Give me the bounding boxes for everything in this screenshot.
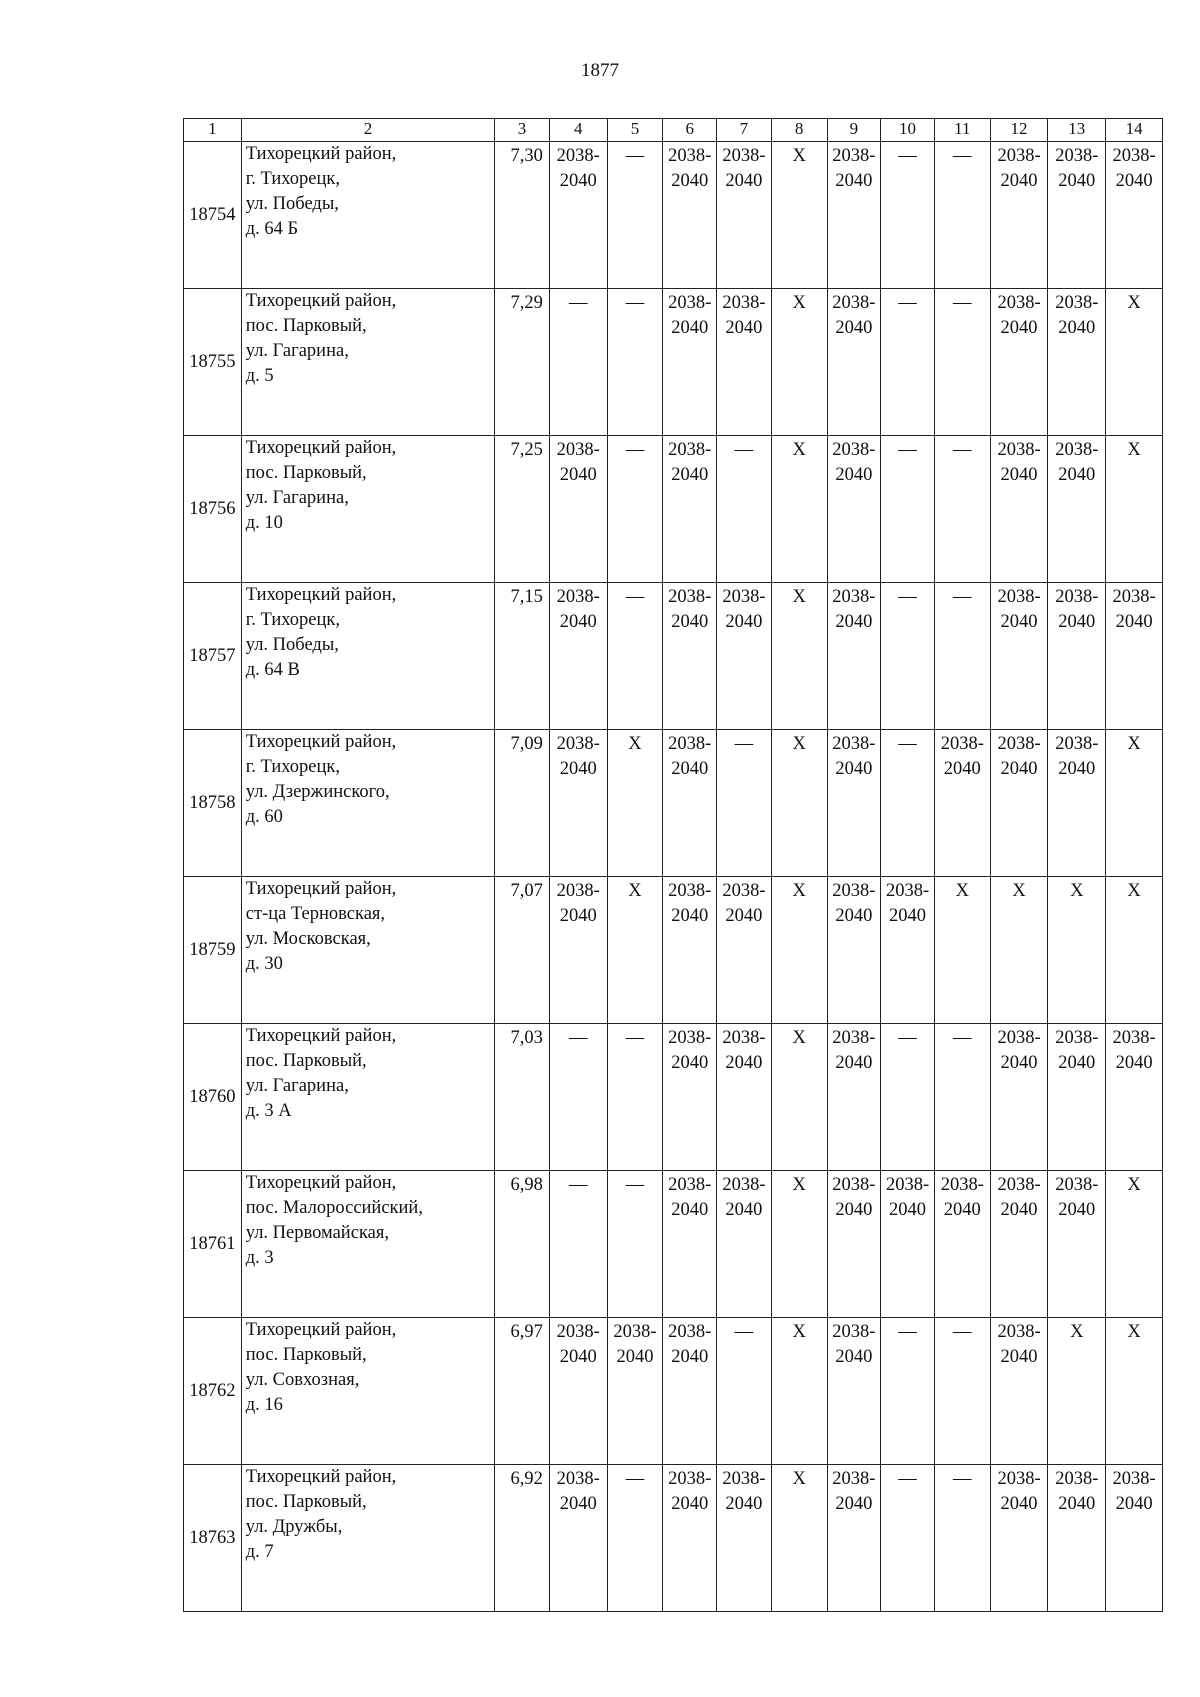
row-cell-col-7: 2038- 2040 bbox=[717, 142, 772, 289]
row-cell-col-10: 2038- 2040 bbox=[881, 877, 935, 1024]
row-cell-col-14: 2038- 2040 bbox=[1106, 583, 1163, 730]
row-cell-col-12: 2038- 2040 bbox=[990, 583, 1048, 730]
row-cell-col-13: 2038- 2040 bbox=[1048, 142, 1106, 289]
column-header-4: 4 bbox=[549, 119, 607, 142]
row-cell-col-9: 2038- 2040 bbox=[827, 436, 881, 583]
row-cell-col-14: Х bbox=[1106, 730, 1163, 877]
row-cell-col-4: 2038- 2040 bbox=[549, 1318, 607, 1465]
row-address: Тихорецкий район, г. Тихорецк, ул. Победы, д. 64 В bbox=[241, 583, 494, 730]
row-id: 18756 bbox=[184, 436, 242, 583]
row-cell-col-10: — bbox=[881, 142, 935, 289]
row-cell-col-9: 2038- 2040 bbox=[827, 1465, 881, 1612]
row-cell-col-6: 2038- 2040 bbox=[663, 436, 717, 583]
row-cell-col-14: 2038- 2040 bbox=[1106, 1024, 1163, 1171]
row-cell-col-7: — bbox=[717, 436, 772, 583]
row-value: 7,07 bbox=[495, 877, 550, 1024]
row-cell-col-14: Х bbox=[1106, 877, 1163, 1024]
row-cell-col-5: — bbox=[607, 583, 663, 730]
row-cell-col-11: 2038- 2040 bbox=[934, 1171, 990, 1318]
table-row bbox=[184, 1465, 1163, 1612]
row-cell-col-13: Х bbox=[1048, 1318, 1106, 1465]
row-cell-col-4: 2038- 2040 bbox=[549, 583, 607, 730]
row-cell-col-8: Х bbox=[771, 583, 827, 730]
row-value: 6,98 bbox=[495, 1171, 550, 1318]
row-cell-col-11: — bbox=[934, 142, 990, 289]
row-cell-col-14: Х bbox=[1106, 1318, 1163, 1465]
row-id: 18762 bbox=[184, 1318, 242, 1465]
row-cell-col-7: 2038- 2040 bbox=[717, 1465, 772, 1612]
row-cell-col-9: 2038- 2040 bbox=[827, 289, 881, 436]
row-cell-col-13: 2038- 2040 bbox=[1048, 583, 1106, 730]
row-cell-col-11: Х bbox=[934, 877, 990, 1024]
column-header-1: 1 bbox=[184, 119, 242, 142]
row-cell-col-8: Х bbox=[771, 877, 827, 1024]
row-cell-col-7: 2038- 2040 bbox=[717, 289, 772, 436]
row-cell-col-8: Х bbox=[771, 1171, 827, 1318]
row-cell-col-13: 2038- 2040 bbox=[1048, 1465, 1106, 1612]
column-header-14: 14 bbox=[1106, 119, 1163, 142]
row-cell-col-10: — bbox=[881, 1318, 935, 1465]
column-header-12: 12 bbox=[990, 119, 1048, 142]
row-cell-col-6: 2038- 2040 bbox=[663, 142, 717, 289]
row-cell-col-7: 2038- 2040 bbox=[717, 583, 772, 730]
row-value: 7,15 bbox=[495, 583, 550, 730]
row-cell-col-9: 2038- 2040 bbox=[827, 1171, 881, 1318]
row-cell-col-9: 2038- 2040 bbox=[827, 1024, 881, 1171]
row-cell-col-12: 2038- 2040 bbox=[990, 436, 1048, 583]
row-value: 7,29 bbox=[495, 289, 550, 436]
table-row bbox=[184, 1171, 1163, 1318]
row-cell-col-10: — bbox=[881, 289, 935, 436]
row-cell-col-11: — bbox=[934, 1318, 990, 1465]
row-cell-col-4: 2038- 2040 bbox=[549, 142, 607, 289]
table-row bbox=[184, 583, 1163, 730]
row-cell-col-13: 2038- 2040 bbox=[1048, 1024, 1106, 1171]
row-cell-col-4: — bbox=[549, 1171, 607, 1318]
row-cell-col-4: 2038- 2040 bbox=[549, 877, 607, 1024]
row-cell-col-7: — bbox=[717, 730, 772, 877]
table-row bbox=[184, 289, 1163, 436]
row-address: Тихорецкий район, г. Тихорецк, ул. Победы, д. 64 Б bbox=[241, 142, 494, 289]
row-cell-col-7: 2038- 2040 bbox=[717, 877, 772, 1024]
table-row bbox=[184, 142, 1163, 289]
row-id: 18755 bbox=[184, 289, 242, 436]
row-value: 7,03 bbox=[495, 1024, 550, 1171]
row-cell-col-5: — bbox=[607, 436, 663, 583]
row-cell-col-14: Х bbox=[1106, 436, 1163, 583]
row-cell-col-11: — bbox=[934, 436, 990, 583]
row-cell-col-7: 2038- 2040 bbox=[717, 1171, 772, 1318]
column-header-2: 2 bbox=[241, 119, 494, 142]
row-cell-col-9: 2038- 2040 bbox=[827, 730, 881, 877]
row-cell-col-9: 2038- 2040 bbox=[827, 1318, 881, 1465]
row-cell-col-14: Х bbox=[1106, 289, 1163, 436]
row-cell-col-5: — bbox=[607, 289, 663, 436]
table-body bbox=[184, 119, 1163, 1612]
row-cell-col-6: 2038- 2040 bbox=[663, 877, 717, 1024]
row-cell-col-13: Х bbox=[1048, 877, 1106, 1024]
row-cell-col-5: — bbox=[607, 1465, 663, 1612]
row-cell-col-11: 2038- 2040 bbox=[934, 730, 990, 877]
header-row bbox=[184, 119, 1163, 142]
column-header-5: 5 bbox=[607, 119, 663, 142]
row-value: 6,97 bbox=[495, 1318, 550, 1465]
data-table bbox=[183, 118, 1163, 1612]
row-address: Тихорецкий район, пос. Парковый, ул. Гагарина, д. 10 bbox=[241, 436, 494, 583]
row-cell-col-10: — bbox=[881, 1465, 935, 1612]
row-cell-col-9: 2038- 2040 bbox=[827, 877, 881, 1024]
row-value: 7,09 bbox=[495, 730, 550, 877]
row-cell-col-5: Х bbox=[607, 877, 663, 1024]
row-cell-col-11: — bbox=[934, 1024, 990, 1171]
row-cell-col-7: — bbox=[717, 1318, 772, 1465]
row-id: 18758 bbox=[184, 730, 242, 877]
column-header-3: 3 bbox=[495, 119, 550, 142]
row-cell-col-12: 2038- 2040 bbox=[990, 289, 1048, 436]
row-cell-col-7: 2038- 2040 bbox=[717, 1024, 772, 1171]
row-id: 18757 bbox=[184, 583, 242, 730]
row-address: Тихорецкий район, пос. Парковый, ул. Дружбы, д. 7 bbox=[241, 1465, 494, 1612]
row-cell-col-6: 2038- 2040 bbox=[663, 583, 717, 730]
row-cell-col-8: Х bbox=[771, 730, 827, 877]
row-cell-col-13: 2038- 2040 bbox=[1048, 436, 1106, 583]
table-row bbox=[184, 1318, 1163, 1465]
table-row bbox=[184, 730, 1163, 877]
row-id: 18759 bbox=[184, 877, 242, 1024]
row-cell-col-6: 2038- 2040 bbox=[663, 289, 717, 436]
column-header-10: 10 bbox=[881, 119, 935, 142]
column-header-7: 7 bbox=[717, 119, 772, 142]
row-address: Тихорецкий район, г. Тихорецк, ул. Дзержинского, д. 60 bbox=[241, 730, 494, 877]
row-cell-col-12: 2038- 2040 bbox=[990, 1318, 1048, 1465]
row-address: Тихорецкий район, пос. Малороссийский, ул. Первомайская, д. 3 bbox=[241, 1171, 494, 1318]
row-cell-col-13: 2038- 2040 bbox=[1048, 1171, 1106, 1318]
row-id: 18761 bbox=[184, 1171, 242, 1318]
row-cell-col-9: 2038- 2040 bbox=[827, 142, 881, 289]
row-cell-col-5: Х bbox=[607, 730, 663, 877]
row-cell-col-6: 2038- 2040 bbox=[663, 730, 717, 877]
row-cell-col-5: — bbox=[607, 142, 663, 289]
row-id: 18760 bbox=[184, 1024, 242, 1171]
row-cell-col-13: 2038- 2040 bbox=[1048, 730, 1106, 877]
row-cell-col-8: Х bbox=[771, 142, 827, 289]
row-cell-col-6: 2038- 2040 bbox=[663, 1318, 717, 1465]
row-cell-col-6: 2038- 2040 bbox=[663, 1171, 717, 1318]
row-cell-col-8: Х bbox=[771, 1465, 827, 1612]
row-cell-col-8: Х bbox=[771, 436, 827, 583]
row-cell-col-10: — bbox=[881, 730, 935, 877]
column-header-8: 8 bbox=[771, 119, 827, 142]
table-row bbox=[184, 1024, 1163, 1171]
row-cell-col-11: — bbox=[934, 1465, 990, 1612]
row-value: 6,92 bbox=[495, 1465, 550, 1612]
row-cell-col-12: 2038- 2040 bbox=[990, 142, 1048, 289]
column-header-9: 9 bbox=[827, 119, 881, 142]
row-value: 7,30 bbox=[495, 142, 550, 289]
row-cell-col-10: 2038- 2040 bbox=[881, 1171, 935, 1318]
row-cell-col-6: 2038- 2040 bbox=[663, 1465, 717, 1612]
row-address: Тихорецкий район, пос. Парковый, ул. Гагарина, д. 3 А bbox=[241, 1024, 494, 1171]
row-cell-col-12: Х bbox=[990, 877, 1048, 1024]
row-cell-col-14: 2038- 2040 bbox=[1106, 142, 1163, 289]
row-cell-col-9: 2038- 2040 bbox=[827, 583, 881, 730]
table-row bbox=[184, 877, 1163, 1024]
row-cell-col-11: — bbox=[934, 583, 990, 730]
row-id: 18754 bbox=[184, 142, 242, 289]
row-cell-col-12: 2038- 2040 bbox=[990, 1024, 1048, 1171]
row-id: 18763 bbox=[184, 1465, 242, 1612]
row-cell-col-10: — bbox=[881, 436, 935, 583]
column-header-11: 11 bbox=[934, 119, 990, 142]
row-address: Тихорецкий район, пос. Парковый, ул. Совхозная, д. 16 bbox=[241, 1318, 494, 1465]
row-address: Тихорецкий район, ст-ца Терновская, ул. Московская, д. 30 bbox=[241, 877, 494, 1024]
row-cell-col-12: 2038- 2040 bbox=[990, 730, 1048, 877]
row-cell-col-12: 2038- 2040 bbox=[990, 1465, 1048, 1612]
table-row bbox=[184, 436, 1163, 583]
row-value: 7,25 bbox=[495, 436, 550, 583]
row-cell-col-14: 2038- 2040 bbox=[1106, 1465, 1163, 1612]
row-cell-col-4: — bbox=[549, 289, 607, 436]
row-cell-col-5: — bbox=[607, 1024, 663, 1171]
row-cell-col-10: — bbox=[881, 1024, 935, 1171]
row-cell-col-4: 2038- 2040 bbox=[549, 730, 607, 877]
row-cell-col-13: 2038- 2040 bbox=[1048, 289, 1106, 436]
row-cell-col-4: 2038- 2040 bbox=[549, 436, 607, 583]
row-cell-col-6: 2038- 2040 bbox=[663, 1024, 717, 1171]
row-cell-col-8: Х bbox=[771, 1024, 827, 1171]
row-cell-col-4: 2038- 2040 bbox=[549, 1465, 607, 1612]
row-cell-col-11: — bbox=[934, 289, 990, 436]
page-number: 1877 bbox=[581, 60, 619, 81]
row-cell-col-4: — bbox=[549, 1024, 607, 1171]
row-cell-col-8: Х bbox=[771, 289, 827, 436]
row-cell-col-8: Х bbox=[771, 1318, 827, 1465]
row-cell-col-12: 2038- 2040 bbox=[990, 1171, 1048, 1318]
column-header-6: 6 bbox=[663, 119, 717, 142]
row-cell-col-5: 2038- 2040 bbox=[607, 1318, 663, 1465]
row-address: Тихорецкий район, пос. Парковый, ул. Гагарина, д. 5 bbox=[241, 289, 494, 436]
row-cell-col-5: — bbox=[607, 1171, 663, 1318]
row-cell-col-14: Х bbox=[1106, 1171, 1163, 1318]
row-cell-col-10: — bbox=[881, 583, 935, 730]
column-header-13: 13 bbox=[1048, 119, 1106, 142]
